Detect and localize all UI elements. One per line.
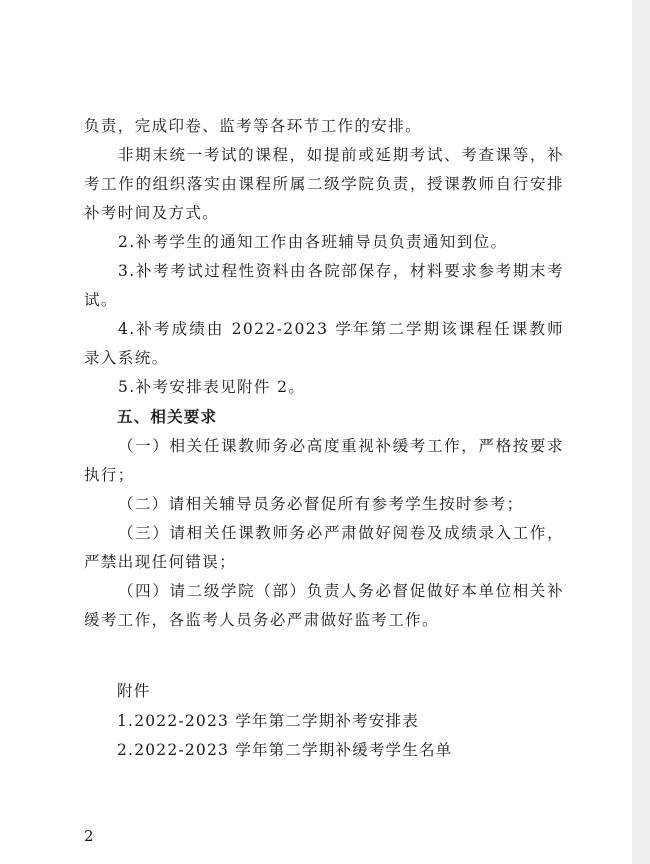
page-number: 2 [84, 827, 94, 845]
section-heading: 五、相关要求 [117, 408, 218, 426]
attachments-label: 附件 [117, 682, 151, 700]
paragraph-item-5: 5.补考安排表见附件 2。 [118, 378, 306, 396]
paragraph-item-2: 2.补考学生的通知工作由各班辅导员负责通知到位。 [118, 233, 508, 251]
requirement-1: （一）相关任课教师务必高度重视补缓考工作，严格按要求执行； [84, 437, 564, 484]
viewer-gutter [632, 0, 650, 864]
paragraph-non-final-exams: 非期末统一考试的课程，如提前或延期考试、考查课等，补考工作的组织落实由课程所属二级学院负责，授课教师自行安排补考时间及方式。 [84, 146, 564, 222]
requirement-3: （三）请相关任课教师务必严肃做好阅卷及成绩录入工作，严禁出现任何错误； [84, 524, 564, 571]
requirement-4: （四）请二级学院（部）负责人务必督促做好本单位相关补缓考工作，各监考人员务必严肃做好监考工作。 [84, 582, 564, 629]
paragraph-item-4: 4.补考成绩由 2022-2023 学年第二学期该课程任课教师录入系统。 [84, 320, 564, 367]
requirement-2: （二）请相关辅导员务必督促所有参考学生按时参考； [118, 495, 524, 513]
paragraph-continuation: 负责，完成印卷、监考等各环节工作的安排。 [84, 117, 423, 135]
attachment-item-1: 1.2022-2023 学年第二学期补考安排表 [117, 712, 419, 730]
attachment-item-2: 2.2022-2023 学年第二学期补缓考学生名单 [117, 741, 453, 759]
paragraph-item-3: 3.补考考试过程性资料由各院部保存，材料要求参考期末考试。 [84, 262, 564, 309]
